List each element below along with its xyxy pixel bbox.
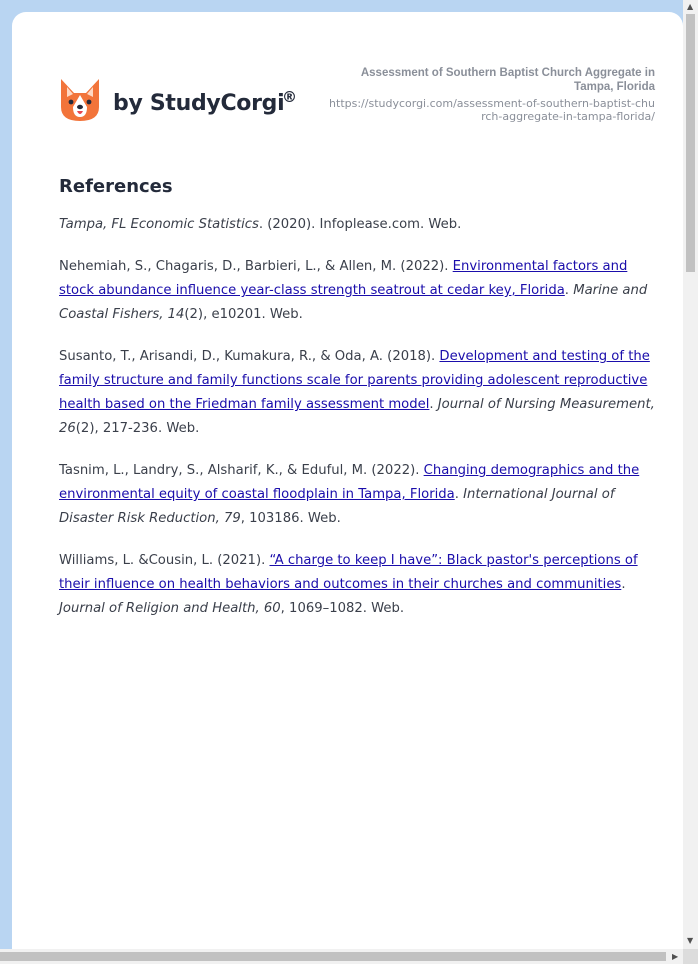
reference-link[interactable]: Environmental factors and stock abundance influence year-class strength seatrout at cedar key, Florida	[59, 259, 628, 298]
reference-authors: Tasnim, L., Landry, S., Alsharif, K., & Eduful, M. (2022).	[59, 463, 424, 478]
reference-details: , 1069–1082. Web.	[280, 601, 405, 616]
horizontal-scrollbar[interactable]	[0, 949, 683, 964]
reference-link[interactable]: Changing demographics and the environmental equity of coastal floodplain in Tampa, Florida	[59, 463, 640, 502]
arrow-right-icon[interactable]: ▶	[672, 952, 679, 961]
registered-mark: ®	[282, 88, 297, 106]
scrollbar-corner	[683, 949, 698, 964]
reference-link[interactable]: Development and testing of the family structure and family functions scale for parents providing adolescent reproductive health based on the Friedman family assessment model	[59, 349, 650, 412]
references-heading: References	[59, 176, 173, 197]
reference-item	[59, 345, 659, 441]
reference-item	[59, 459, 659, 531]
reference-journal: Marine and Coastal Fishers, 14	[59, 283, 648, 322]
studycorgi-logo[interactable]	[59, 77, 304, 125]
reference-details: (2), 217-236. Web.	[75, 421, 200, 436]
arrow-down-icon[interactable]: ▼	[687, 936, 694, 945]
reference-separator: .	[454, 487, 464, 502]
horizontal-scroll-thumb[interactable]	[0, 952, 666, 961]
reference-separator: .	[621, 577, 626, 592]
reference-details: , 103186. Web.	[240, 511, 341, 526]
reference-title: Tampa, FL Economic Statistics	[59, 217, 259, 232]
reference-item	[59, 213, 659, 237]
reference-details: (2), e10201. Web.	[184, 307, 303, 322]
reference-item	[59, 255, 659, 327]
reference-details: . (2020). Infoplease.com. Web.	[258, 217, 462, 232]
document-title: Assessment of Southern Baptist Church Aggregate in Tampa, Florida	[360, 67, 655, 93]
document-url[interactable]: https://studycorgi.com/assessment-of-southern-baptist-church-aggregate-in-tampa-florida/	[329, 97, 655, 123]
corgi-logo-icon	[59, 77, 101, 123]
reference-authors: Susanto, T., Arisandi, D., Kumakura, R., & Oda, A. (2018).	[59, 349, 440, 364]
reference-item	[59, 549, 659, 621]
reference-separator: .	[429, 397, 438, 412]
reference-authors: Williams, L. &Cousin, L. (2021).	[59, 553, 270, 568]
reference-link[interactable]: “A charge to keep I have”: Black pastor's perceptions of their influence on health behaviors and outcomes in their churches and communities	[59, 553, 638, 592]
document-page	[12, 12, 683, 952]
reference-authors: Nehemiah, S., Chagaris, D., Barbieri, L., & Allen, M. (2022).	[59, 259, 453, 274]
vertical-scrollbar[interactable]	[683, 0, 698, 949]
reference-journal: Journal of Religion and Health, 60	[59, 601, 281, 616]
document-meta	[325, 66, 655, 123]
brand-name: by StudyCorgi	[113, 91, 285, 116]
reference-separator: .	[564, 283, 574, 298]
arrow-up-icon[interactable]: ▲	[687, 2, 694, 11]
references-list	[59, 213, 659, 639]
reference-journal: International Journal of Disaster Risk Reduction, 79	[59, 487, 615, 526]
vertical-scroll-thumb[interactable]	[686, 14, 695, 272]
reference-journal: Journal of Nursing Measurement, 26	[59, 397, 655, 436]
